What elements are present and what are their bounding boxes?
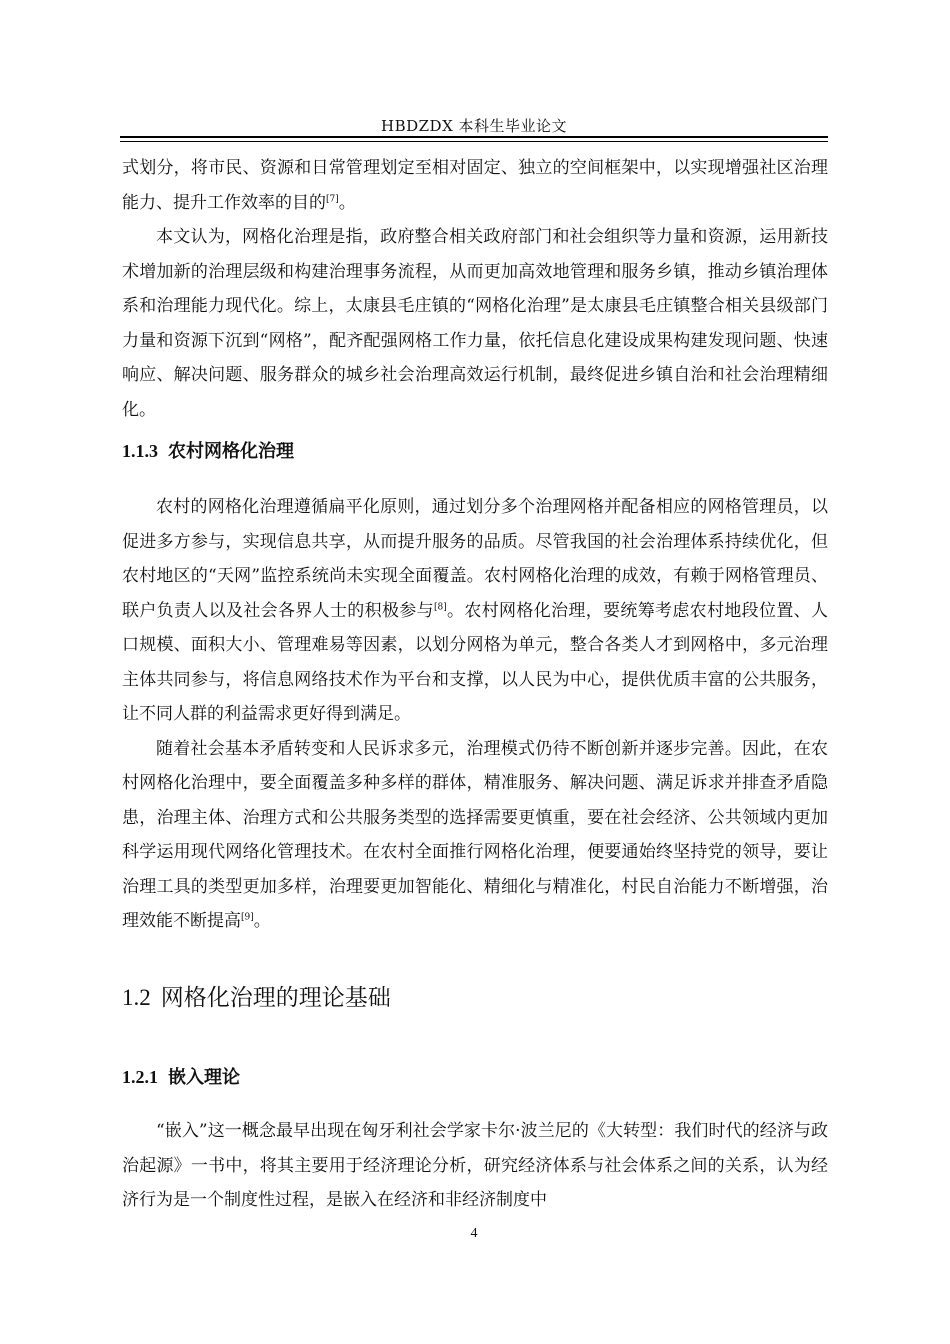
- header-rule-thin: [120, 141, 828, 142]
- citation-8[interactable]: [8]: [433, 601, 447, 612]
- paragraph-1: 式划分，将市民、资源和日常管理划定至相对固定、独立的空间框架中，以实现增强社区治理能力、提升工作效率的目的[7]。: [122, 158, 828, 213]
- body-block-3: [122, 1114, 828, 1218]
- paragraph-3: 农村的网格化治理遵循扁平化原则，通过划分多个治理网格并配备相应的网格管理员，以促进多方参与，实现信息共享，从而提升服务的品质。尽管我国的社会治理体系持续优化，但农村地区的“天网”监控系统尚未实现全面覆盖。农村网格化治理的成效，有赖于网格管理员、联户负责人以及社会各界人士的积极参与[8]。农村网格化治理，要统筹考虑农村地段位置、人口规模、面积大小、管理难易等因素，以划分网格为单元，整合各类人才到网格中，多元治理主体共同参与，将信息网络技术作为平台和支撑，以人民为中心，提供优质丰富的公共服务，让不同人群的利益需求更好得到满足。: [122, 497, 829, 724]
- page-number: 4: [470, 1226, 478, 1241]
- paragraph-2: 本文认为，网格化治理是指，政府整合相关政府部门和社会组织等力量和资源，运用新技术增加新的治理层级和构建治理事务流程，从而更加高效地管理和服务乡镇，推动乡镇治理体系和治理能力现代化。综上，太康县毛庄镇的“网格化治理”是太康县毛庄镇整合相关县级部门力量和资源下沉到“网格”，配齐配强网格工作力量，依托信息化建设成果构建发现问题、快速响应、解决问题、服务群众的城乡社会治理高效运行机制，最终促进乡镇自治和社会治理精细化。: [122, 227, 828, 420]
- section-heading-1-2-1: 1.2.1 嵌入理论: [122, 1067, 240, 1088]
- paragraph-4: 随着社会基本矛盾转变和人民诉求多元，治理模式仍待不断创新并逐步完善。因此，在农村网格化治理中，要全面覆盖多种多样的群体，精准服务、解决问题、满足诉求并排查矛盾隐患，治理主体、治理方式和公共服务类型的选择需要更慎重，要在社会经济、公共领域内更加科学运用现代网络化管理技术。在农村全面推行网格化治理，便要通始终坚持党的领导，要让治理工具的类型更加多样，治理要更加智能化、精细化与精准化，村民自治能力不断增强，治理效能不断提高[9]。: [122, 738, 828, 931]
- body-block-2: [122, 490, 828, 939]
- section-heading-1-2: 1.2 网格化治理的理论基础: [122, 985, 391, 1011]
- paragraph-5: “嵌入”这一概念最早出现在匈牙利社会学家卡尔·波兰尼的《大转型：我们时代的经济与政治起源》一书中，将其主要用于经济理论分析，研究经济体系与社会体系之间的关系，认为经济行为是一个制度性过程，是嵌入在经济和非经济制度中: [122, 1121, 828, 1210]
- header-rule-thick: [120, 136, 828, 138]
- citation-9[interactable]: [9]: [241, 912, 254, 923]
- citation-7[interactable]: [7]: [326, 193, 339, 204]
- body-block-1: [122, 151, 828, 427]
- page-header: HBDZDX 本科生毕业论文: [380, 117, 568, 135]
- section-heading-1-1-3: 1.1.3 农村网格化治理: [122, 441, 294, 462]
